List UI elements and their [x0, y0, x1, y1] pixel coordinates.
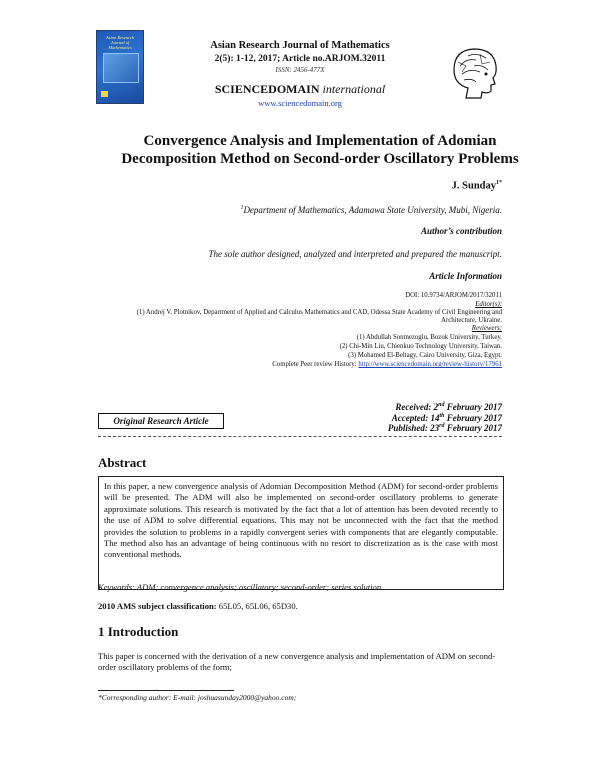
msc-classification — [98, 601, 502, 611]
publisher-name — [150, 82, 450, 97]
abstract-text: In this paper, a new convergence analysis of Adomian Decomposition Method (ADM) for second-order problems will be presented. The ADM will also be implemented on second-order oscillatory problems to generate approximate solutions. This research is motivated by the fact that a lot of attention has been devoted recently to the use of ADM to solve differential equations. This may not be unconnected with the fact that the method provides the solution to problems in a rapidly convergent series with components that are elegantly computable. The method also has an advantage of being continuous with no resort to discretization as is the case with most conventional methods. — [98, 476, 504, 590]
journal-cover-image — [96, 30, 144, 104]
article-info-heading: Article Information — [429, 271, 502, 281]
contribution-heading: Author’s contribution — [421, 226, 502, 236]
author-name-text: J. Sunday — [451, 180, 496, 192]
author-affiliation — [240, 205, 502, 215]
author-name — [452, 180, 502, 192]
article-type-badge: Original Research Article — [98, 413, 224, 429]
publisher-head-logo-icon — [446, 44, 502, 102]
footnote-divider — [98, 690, 234, 691]
cover-title: Asian Research Journal of Mathematics — [106, 35, 134, 50]
received-date-sup: nd — [438, 402, 445, 408]
accepted-date-label: Accepted: 14 — [391, 413, 440, 423]
received-date — [395, 402, 502, 412]
journal-name: Asian Research Journal of Mathematics — [210, 40, 390, 51]
editor-entry: (1) Andrej V. Plotnikov, Department of Applied and Calculus Mathematics and CAD, Odessa State Academy of Civil Engineering and Architecture, Ukraine. — [136, 309, 502, 324]
publisher-name-bold: SCIENCEDOMAIN — [214, 82, 320, 96]
published-date-label: Published: 23 — [387, 423, 440, 433]
keywords-line: Keywords: ADM; convergence analysis; oscillatory; second-order; series solution. — [98, 582, 384, 592]
introduction-heading: 1 Introduction — [98, 624, 179, 639]
reviewer-entry: (2) Chi-Min Liu, Chienkuo Technology University, Taiwan. — [339, 343, 502, 350]
msc-codes: 65L05, 65L06, 65D30. — [216, 601, 298, 611]
published-date — [388, 423, 502, 433]
section-divider — [98, 436, 502, 437]
doi-text: DOI: 10.9734/ARJOM/2017/32011 — [405, 292, 502, 299]
corresponding-author-footnote: *Corresponding author: E-mail: joshuasunday2000@yahoo.com; — [98, 693, 297, 702]
journal-issn: ISSN: 2456-477X — [275, 66, 325, 74]
cover-artwork — [103, 53, 139, 83]
msc-label: 2010 AMS subject classification: — [98, 601, 217, 611]
reviewer-entry: (1) Abdullah Sonmezoglu, Bozok University, Turkey. — [356, 334, 502, 341]
received-date-label: Received: 2 — [395, 402, 439, 412]
editors-label: Editor(s): — [475, 301, 502, 308]
author-sup: 1* — [496, 180, 502, 186]
reviewer-entry: (3) Mohamed El-Beltagy, Cairo University, Giza, Egypt. — [348, 352, 502, 359]
published-date-sup: rd — [439, 423, 445, 429]
published-date-rest: February 2017 — [444, 423, 502, 433]
review-history-link[interactable]: http://www.sciencedomain.org/review-history/17961 — [358, 361, 502, 368]
cover-logo — [101, 91, 108, 97]
journal-issue: 2(5): 1-12, 2017; Article no.ARJOM.32011 — [214, 54, 386, 64]
abstract-heading: Abstract — [98, 455, 147, 470]
accepted-date-sup: th — [439, 413, 445, 419]
contribution-text: The sole author designed, analyzed and interpreted and prepared the manuscript. — [208, 249, 502, 259]
review-history — [272, 361, 502, 369]
publisher-name-italic: international — [319, 82, 386, 96]
affiliation-text: Department of Mathematics, Adamawa State University, Mubi, Nigeria. — [243, 205, 502, 215]
affiliation-sup: 1 — [240, 205, 244, 211]
introduction-text: This paper is concerned with the derivation of a new convergence analysis and implementation of ADM on second-order oscillatory problems of the form; — [98, 651, 496, 673]
accepted-date — [392, 413, 502, 423]
received-date-rest: February 2017 — [444, 402, 502, 412]
paper-title: Convergence Analysis and Implementation of Adomian Decomposition Method on Second-order Oscillatory Problems — [121, 133, 519, 167]
review-history-label: Complete Peer review History: — [272, 361, 359, 368]
publisher-url-link[interactable]: www.sciencedomain.org — [258, 98, 342, 108]
reviewers-label: Reviewers: — [471, 325, 502, 332]
accepted-date-rest: February 2017 — [444, 413, 502, 423]
